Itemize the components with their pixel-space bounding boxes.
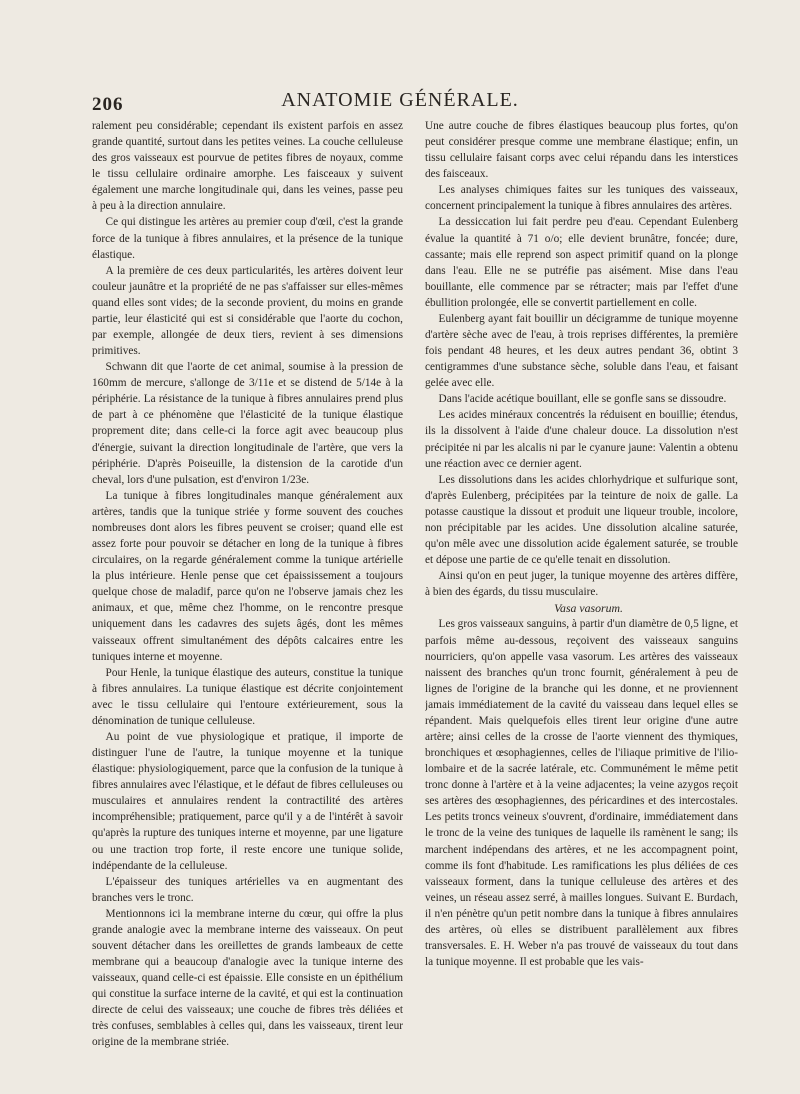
left-column	[92, 118, 403, 1078]
paragraph: Les acides minéraux concentrés la réduisent en bouillie; étendus, ils la dissolvent à l'aide d'une chaleur douce. La dissolution n'est précipitée ni par les alcalis ni par le cyanure jaune: Valentin a obtenu une réaction avec ce dernier agent.	[425, 409, 738, 470]
paragraph: La dessiccation lui fait perdre peu d'eau. Cependant Eulenberg évalue la quantité à 71 o/o; elle devient brunâtre, foncée; dure, cassante; mais elle reprend son aspect primitif quand on la plonge dans l'eau. Elle ne se putréfie pas aisément. Mise dans l'eau bouillante, elle commence par se rétracter; mais par l'effet d'une ébullition prolongée, elle se convertit partiellement en colle.	[425, 216, 738, 309]
paragraph: La tunique à fibres longitudinales manque généralement aux artères, tandis que la tunique striée y forme souvent des couches nombreuses dont alors les fibres peuvent se croiser; quand elle est assez forte pour pouvoir se détacher en long de la tunique à fibres circulaires, on la regarde généralement comme la tunique artérielle la plus intérieure. Henle pense que cet épaississement a toujours quelque chose de maladif, parce qu'on ne l'observe jamais chez les animaux, et que, même chez l'homme, on le rencontre presque uniquement dans les cadavres des sujets âgés, dont les mêmes vaisseaux offrent simultanément des dépôts calcaires entre les tuniques interne et moyenne.	[92, 489, 403, 663]
paragraph: Au point de vue physiologique et pratique, il importe de distinguer l'une de l'autre, la tunique moyenne et la tunique élastique: physiologiquement, parce que la confusion de la tunique à fibres annulaires avec l'élastique, et le défaut de fibres celluleuses ou musculaires et annulaires rendent la contractilité des artères incompréhensible; pratiquement, parce qu'il y a de l'intérêt à savoir qu'après la rupture des tuniques interne et moyenne, par une ligature ou une traction trop forte, il reste encore une tunique solide, indépendante de la celluleuse.	[92, 730, 403, 872]
paragraph: L'épaisseur des tuniques artérielles va en augmentant des branches vers le tronc.	[92, 875, 403, 904]
paragraph: Schwann dit que l'aorte de cet animal, soumise à la pression de 160mm de mercure, s'allonge de 3/11e et se distend de 5/14e à la périphérie. La résistance de la tunique à fibres annulaires prend plus de part à ce phénomène que l'élasticité de la tunique élastique proprement dite; dans celle-ci la force agit avec beaucoup plus d'énergie, suivant la direction longitudinale de l'artère, que vers la périphérie. D'après Poiseuille, la distension de la carotide d'un cheval, lors d'une pulsation, est d'environ 1/23e.	[92, 361, 403, 486]
paragraph: Une autre couche de fibres élastiques beaucoup plus fortes, qu'on peut considérer presque comme une membrane élastique; enfin, un tissu cellulaire faisant corps avec celui répandu dans les interstices des faisceaux.	[425, 120, 738, 181]
paragraph: ralement peu considérable; cependant ils existent parfois en assez grande quantité, surtout dans les petites veines. La couche celluleuse des gros vaisseaux est pourvue de petites fibres de noyaux, comme le tissu cellulaire ordinaire amorphe. Les faisceaux y suivent également une marche longitudinale qui, dans les veines, passe peu à peu à la direction annulaire.	[92, 120, 403, 213]
paragraph: Ainsi qu'on en peut juger, la tunique moyenne des artères diffère, à bien des égards, du tissu musculaire.	[425, 570, 738, 599]
paragraph: Ce qui distingue les artères au premier coup d'œil, c'est la grande force de la tunique à fibres annulaires, et la présence de la tunique élastique.	[92, 216, 403, 261]
paragraph: Les dissolutions dans les acides chlorhydrique et sulfurique sont, d'après Eulenberg, précipitées par la teinture de noix de galle. La potasse caustique la dissout et produit une liqueur trouble, incolore, non précipitable par les acides. Une dissolution alcaline saturée, qu'on mêle avec une dissolution acide également saturée, se trouble et dépose une partie de ce qu'elle tenait en dissolution.	[425, 473, 738, 567]
page-number: 206	[92, 94, 124, 115]
paragraph: Eulenberg ayant fait bouillir un décigramme de tunique moyenne d'artère sèche avec de l'eau, à trois reprises différentes, la première fois pendant 48 heures, et les deux autres pendant 36, obtint 3 centigrammes d'une substance sèche, soluble dans l'eau, et faisant gelée avec elle.	[425, 312, 738, 390]
paragraph: Les gros vaisseaux sanguins, à partir d'un diamètre de 0,5 ligne, et parfois même au-dessous, reçoivent des vaisseaux sanguins nourriciers, qu'on appelle vasa vasorum. Les artères des vaisseaux naissent des branches qu'un tronc fournit, généralement à peu de lignes de l'origine de la branche qui les donne, et ne proviennent jamais immédiatement de la cavité du vaisseau dans lequel elles se répandent. Mais quelquefois elles tirent leur origine d'une autre artère; ainsi celles de la crosse de l'aorte viennent des thymiques, bronchiques et œsophagiennes, celles de l'iliaque primitive de l'ilio-lombaire et de la sacrée latérale, etc. Communément le même petit tronc donne à l'artère et à la veine adjacentes; la veine azygos reçoit ses artères des œsophagiennes, des péricardines et des intercostales. Les petits troncs veineux s'ouvrent, d'ordinaire, immédiatement dans le tronc de la veine des tuniques de laquelle ils ramènent le sang; ils marchent indépendans des artères, et ne les accompagnent point, comme ils font d'habitude. Les ramifications les plus déliées de ces vaisseaux forment, dans la tunique celluleuse des artères et des veines, un réseau assez serré, à mailles longues. Suivant E. Burdach, il n'en pénètre qu'un petit nombre dans la tunique à fibres annulaires des artères, où elles se distribuent parallèlement aux fibres transversales. E. H. Weber n'a pas trouvé de vaisseaux du tout dans la tunique moyenne. Il est probable que les vais-	[425, 618, 738, 969]
section-title: Vasa vasorum.	[554, 601, 623, 616]
paragraph: Dans l'acide acétique bouillant, elle se gonfle sans se dissoudre.	[438, 393, 727, 406]
paragraph: Les analyses chimiques faites sur les tuniques des vaisseaux, concernent principalement la tunique à fibres annulaires des artères.	[425, 184, 738, 213]
running-title: ANATOMIE GÉNÉRALE.	[281, 89, 519, 111]
paragraph: A la première de ces deux particularités, les artères doivent leur couleur jaunâtre et la propriété de ne pas s'affaisser sur elles-mêmes quand elles sont vides; de la seconde provient, du moins en grande partie, leur élasticité qui est si considérable que l'aorte du cochon, par exemple, allongée de deux tiers, revient à ses dimensions primitives.	[92, 264, 403, 358]
paragraph: Pour Henle, la tunique élastique des auteurs, constitue la tunique à fibres annulaires. La tunique élastique est décrite conjointement avec le tissu cellulaire qui l'entoure extérieurement, sous la dénomination de tunique celluleuse.	[92, 666, 403, 727]
right-column	[425, 118, 738, 1078]
paragraph: Mentionnons ici la membrane interne du cœur, qui offre la plus grande analogie avec la membrane interne des vaisseaux. On peut souvent détacher dans les oreillettes de grands lambeaux de cette membrane qui a beaucoup d'analogie avec la tunique interne des vaisseaux, quand celle-ci est épaissie. Elle consiste en un épithélium qui constitue la surface interne de la cavité, et qui est la continuation directe de celui des vaisseaux; une couche de fibres très déliées et très confuses, semblables à celles qui, dans les vaisseaux, tirent leur origine de la membrane striée.	[92, 907, 403, 1049]
